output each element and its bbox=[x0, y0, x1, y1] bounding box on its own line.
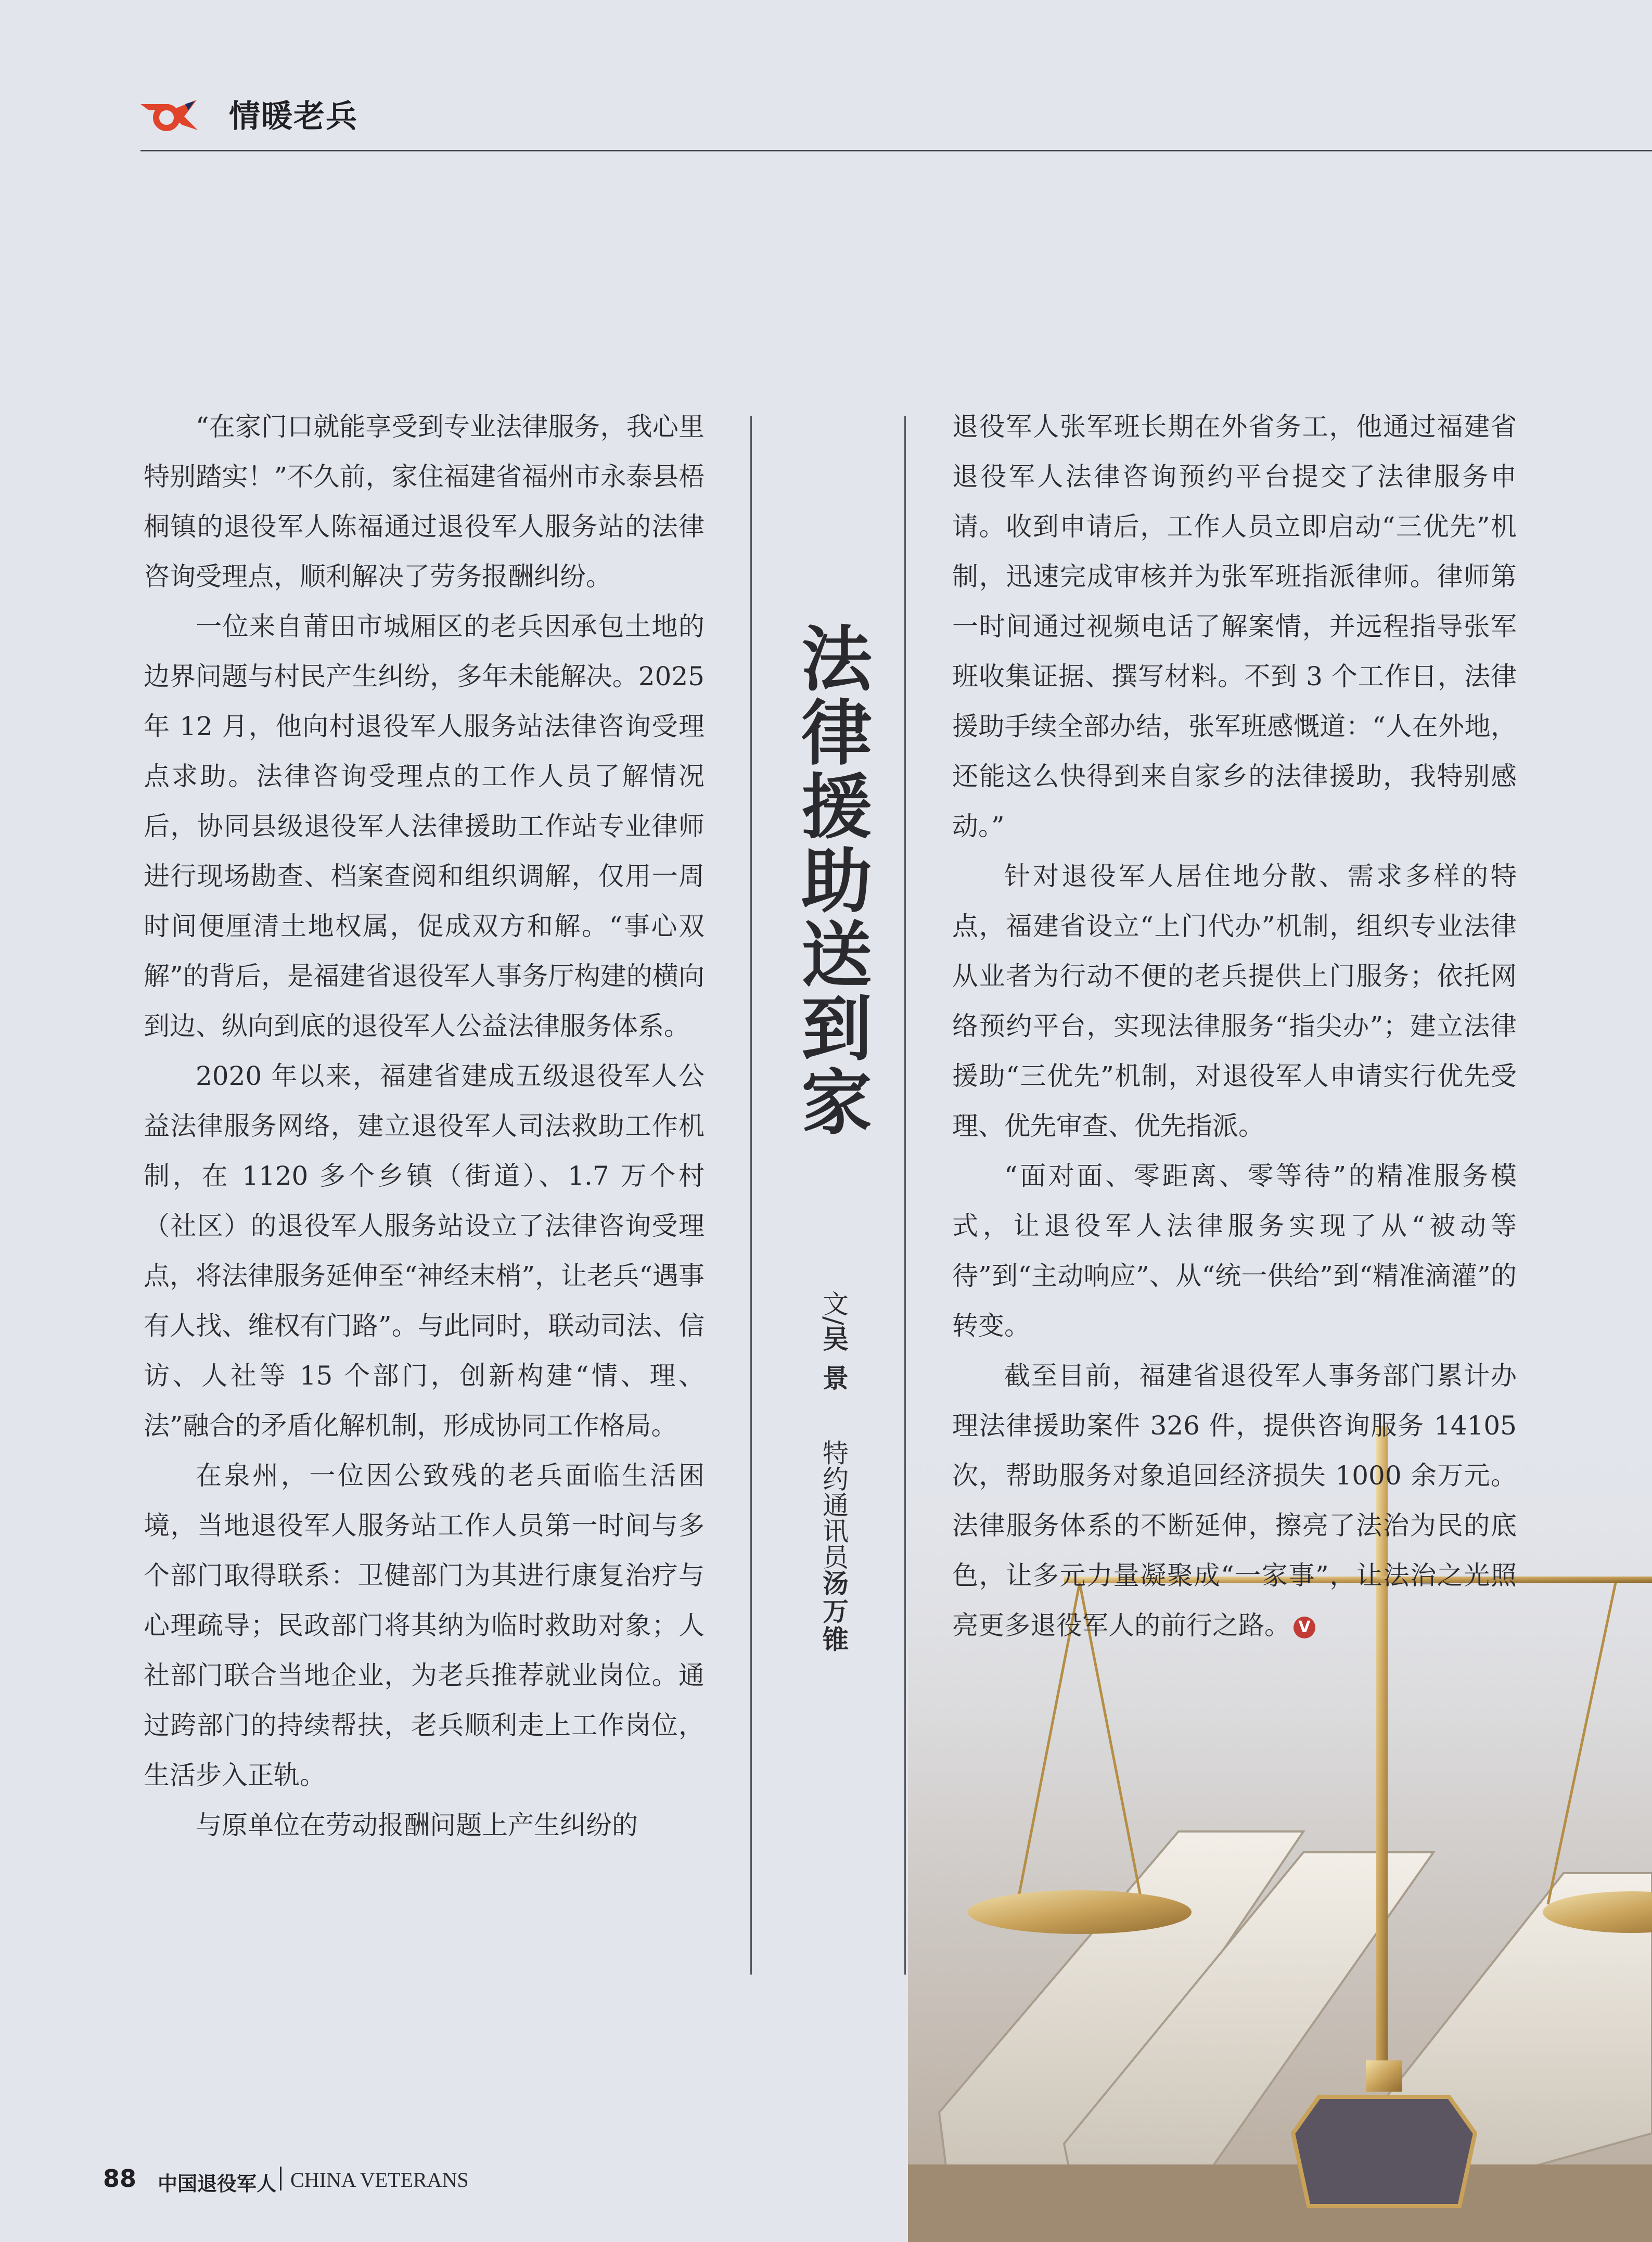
paragraph: 与原单位在劳动报酬问题上产生纠纷的 bbox=[196, 1810, 638, 1840]
article-column-right bbox=[952, 402, 1517, 1650]
footer-separator bbox=[280, 2167, 281, 2190]
byline-correspondent: 汤万锥 bbox=[818, 1569, 849, 1654]
paragraph: 一位来自莆田市城厢区的老兵因承包土地的边界问题与村民产生纠纷，多年未能解决。2025 年 12 月，他向村退役军人服务站法律咨询受理点求助。法律咨询受理点的工作人员了解情况后，协同县级退役军人法律援助工作站专业律师进行现场勘查、档案查阅和组织调解，仅用一周时间便厘清土地权属，促成双方和解。“事心双解”的背后，是福建省退役军人事务厅构建的横向到边、纵向到底的退役军人公益法律服务体系。 bbox=[144, 611, 705, 1041]
article-headline: 法律援助送到家 bbox=[789, 622, 871, 1139]
paragraph: 针对退役军人居住地分散、需求多样的特点，福建省设立“上门代办”机制，组织专业法律从业者为行动不便的老兵提供上门服务；依托网络预约平台，实现法律服务“指尖办”；建立法律援助“三优先”机制，对退役军人申请实行优先受理、优先审查、优先指派。 bbox=[952, 861, 1517, 1141]
page-number: 88 bbox=[103, 2164, 137, 2193]
page-header bbox=[140, 88, 1652, 140]
paragraph-last bbox=[952, 1351, 1517, 1650]
article-byline bbox=[818, 1290, 849, 1654]
byline-role: 特约通讯员 bbox=[818, 1439, 849, 1570]
paragraph: 退役军人张军班长期在外省务工，他通过福建省退役军人法律咨询预约平台提交了法律服务申请。收到申请后，工作人员立即启动“三优先”机制，迅速完成审核并为张军班指派律师。律师第一时间通过视频电话了解案情，并远程指导张军班收集证据、撰写材料。不到 3 个工作日，法律援助手续全部办结，张军班感慨道：“人在外地，还能这么快得到来自家乡的法律援助，我特别感动。” bbox=[952, 412, 1517, 841]
section-title: 情暖老兵 bbox=[229, 98, 358, 135]
paragraph-text: 截至目前，福建省退役军人事务部门累计办理法律援助案件 326 件，提供咨询服务 14105 次，帮助服务对象追回经济损失 1000 余万元。法律服务体系的不断延伸，擦亮了法治为民的底色，让多元力量凝聚成“一家事”，让法治之光照亮更多退役军人的前行之路。 bbox=[952, 1361, 1517, 1641]
column-divider-right bbox=[904, 416, 906, 1975]
byline-prefix: 文/ bbox=[818, 1290, 849, 1325]
article-column-left bbox=[144, 402, 705, 1850]
magazine-logo-icon bbox=[140, 93, 200, 134]
column-divider-left bbox=[750, 416, 752, 1975]
paragraph: 在泉州，一位因公致残的老兵面临生活困境，当地退役军人服务站工作人员第一时间与多个部门取得联系：卫健部门为其进行康复治疗与心理疏导；民政部门将其纳为临时救助对象；人社部门联合当地企业，为老兵推荐就业岗位。通过跨部门的持续帮扶，老兵顺利走上工作岗位，生活步入正轨。 bbox=[144, 1460, 705, 1790]
paragraph: “在家门口就能享受到专业法律服务，我心里特别踏实！”不久前，家住福建省福州市永泰县梧桐镇的退役军人陈福通过退役军人服务站的法律咨询受理点，顺利解决了劳务报酬纠纷。 bbox=[144, 412, 705, 592]
paragraph: “面对面、零距离、零等待”的精准服务模式，让退役军人法律服务实现了从“被动等待”到“主动响应”、从“统一供给”到“精准滴灌”的转变。 bbox=[952, 1161, 1517, 1341]
byline-author: 吴 景 bbox=[818, 1325, 849, 1393]
magazine-name: 中国退役军人 bbox=[158, 2172, 277, 2195]
magazine-english-name: CHINA VETERANS bbox=[290, 2168, 469, 2192]
header-divider bbox=[140, 150, 1652, 151]
end-mark-icon: V bbox=[1294, 1617, 1315, 1638]
paragraph: 2020 年以来，福建省建成五级退役军人公益法律服务网络，建立退役军人司法救助工作机制，在 1120 多个乡镇（街道）、1.7 万个村（社区）的退役军人服务站设立了法律咨询受理点，将法律服务延伸至“神经末梢”，让老兵“遇事有人找、维权有门路”。与此同时，联动司法、信访、人社等 15 个部门，创新构建“情、理、法”融合的矛盾化解机制，形成协同工作格局。 bbox=[144, 1061, 705, 1441]
